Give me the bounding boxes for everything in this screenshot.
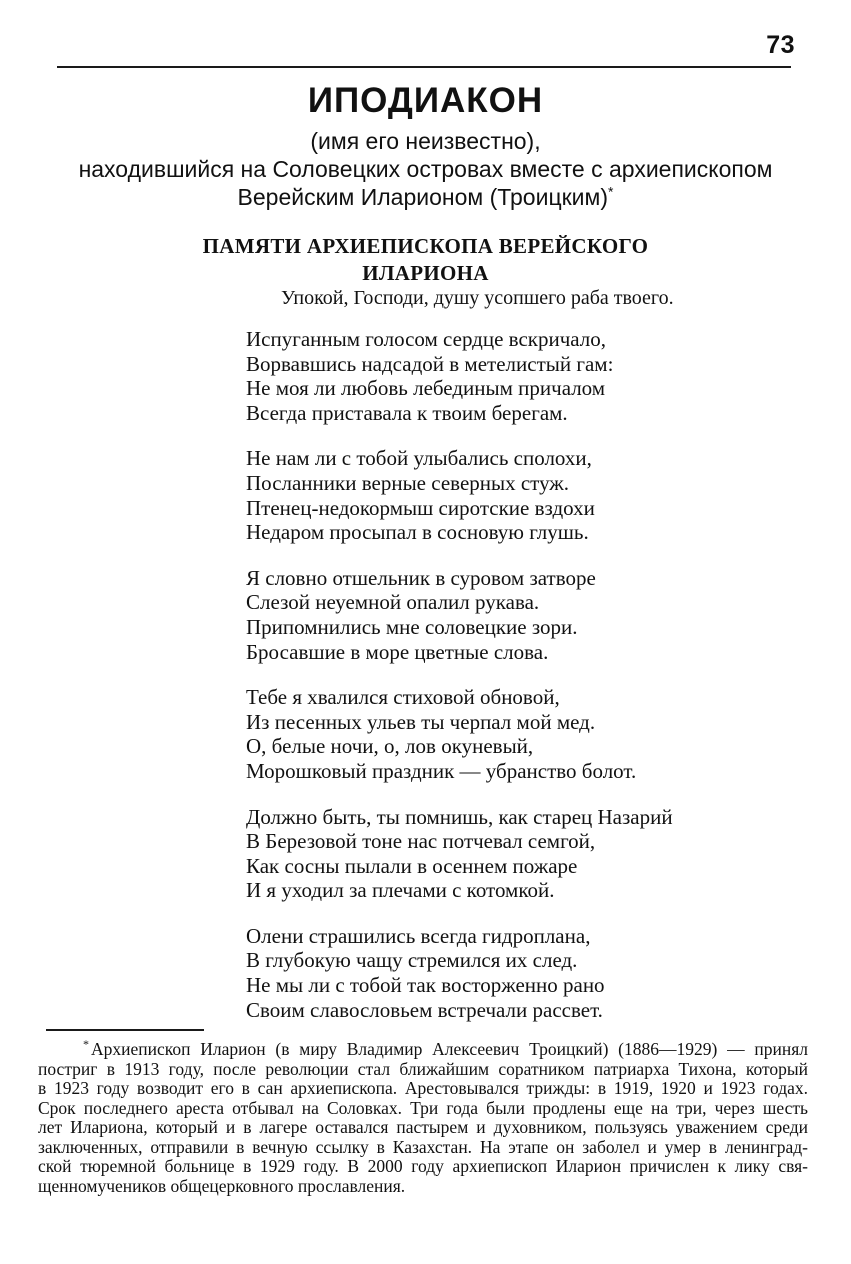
page-number: 73	[766, 31, 795, 59]
footnote-line	[38, 1037, 808, 1060]
subtitle-line-3-text: Верейским Иларионом (Троицким)	[237, 184, 608, 210]
poem-line: Птенец-недокормыш сиротские вздохи	[246, 495, 595, 520]
footnote	[38, 1037, 808, 1196]
poem-line: Своим славословьем встречали рассвет.	[246, 997, 603, 1022]
page-title: ИПОДИАКОН	[307, 81, 544, 120]
subtitle-line-2: находившийся на Соловецких островах вместе с архиепископом	[78, 156, 773, 182]
stanza-6	[246, 924, 673, 1022]
poem-line: Бросавшие в море цветные слова.	[246, 639, 549, 664]
footnote-reference-asterisk: *	[608, 183, 614, 200]
poem-line: В Березовой тоне нас потчевал семгой,	[246, 829, 596, 854]
poem-line: Как сосны пылали в осеннем пожаре	[246, 853, 578, 878]
poem-line: Припомнились мне соловецкие зори.	[246, 614, 578, 639]
footnote-line: Срок последнего ареста отбывал на Соловках. Три года были продлены еще на три, через шесть	[38, 1097, 808, 1118]
footnote-line-text: Архиепископ Иларион (в миру Владимир Алексеевич Троицкий) (1886—1929) — принял	[91, 1039, 808, 1059]
dedication-heading	[30, 233, 821, 287]
footnote-line: ской тюремной больнице в 1929 году. В 2000 году архиепископ Иларион причислен к лику свя-	[38, 1156, 808, 1176]
footnote-line: заключенных, отправили в вечную ссылку в Казахстан. На этапе он заболел и умер в ленинград-	[38, 1136, 808, 1157]
poem-line: Я словно отшельник в суровом затворе	[246, 565, 596, 590]
poem-line: О, белые ночи, о, лов окуневый,	[246, 734, 534, 759]
footnote-separator	[46, 1029, 204, 1031]
poem-line: Должно быть, ты помнишь, как старец Назарий	[246, 804, 673, 829]
epigraph: Упокой, Господи, душу усопшего раба твоего.	[281, 287, 674, 309]
footnote-line: в 1923 году возводит его в сан архиепископа. Арестовывался трижды: в 1919, 1920 и 1923 годах.	[38, 1078, 808, 1098]
subtitle-line-1: (имя его неизвестно),	[310, 128, 541, 154]
poem-line: И я уходил за плечами с котомкой.	[246, 878, 555, 903]
subtitle-line-3	[30, 183, 821, 211]
footnote-line: лет Илариона, который и в лагере оставался пастырем и духовником, пользуясь уважением среди	[38, 1117, 808, 1137]
footnote-line: щенномучеников общецерковного прославления.	[38, 1175, 406, 1196]
poem-line: Не мы ли с тобой так восторженно рано	[246, 973, 605, 998]
poem-line: Посланники верные северных стуж.	[246, 470, 570, 495]
dedication-line-1: ПАМЯТИ АРХИЕПИСКОПА ВЕРЕЙСКОГО	[202, 234, 649, 258]
poem-line: Тебе я хвалился стиховой обновой,	[246, 685, 560, 710]
poem-line: Не нам ли с тобой улыбались сполохи,	[246, 446, 592, 471]
stanza-5	[246, 805, 673, 903]
poem-line: Не моя ли любовь лебединым причалом	[246, 376, 606, 401]
stanza-3	[246, 566, 673, 664]
poem-line: Из песенных ульев ты черпал мой мед.	[246, 709, 596, 734]
stanza-1	[246, 327, 673, 425]
footnote-line: постриг в 1913 году, после революции стал ближайшим соратником патриарха Тихона, который	[38, 1058, 808, 1079]
poem-line: В глубокую чащу стремился их след.	[246, 948, 578, 973]
poem-line: Морошковый праздник — убранство болот.	[246, 758, 637, 783]
poem-line: Всегда приставала к твоим берегам.	[246, 400, 568, 425]
poem-line: Ворвавшись надсадой в метелистый гам:	[246, 351, 614, 376]
poem-line: Испуганным голосом сердце вскричало,	[246, 327, 607, 351]
stanza-4	[246, 685, 673, 783]
poem-line: Недаром просыпал в сосновую глушь.	[246, 520, 589, 545]
dedication-line-2: ИЛАРИОНА	[362, 261, 489, 285]
footnote-marker-asterisk: *	[83, 1037, 89, 1052]
title-block	[30, 82, 821, 211]
poem-body	[246, 327, 673, 1043]
header-rule	[57, 66, 791, 68]
poem-line: Олени страшились всегда гидроплана,	[246, 923, 591, 948]
stanza-2	[246, 446, 673, 544]
poem-line: Слезой неуемной опалил рукава.	[246, 590, 540, 615]
